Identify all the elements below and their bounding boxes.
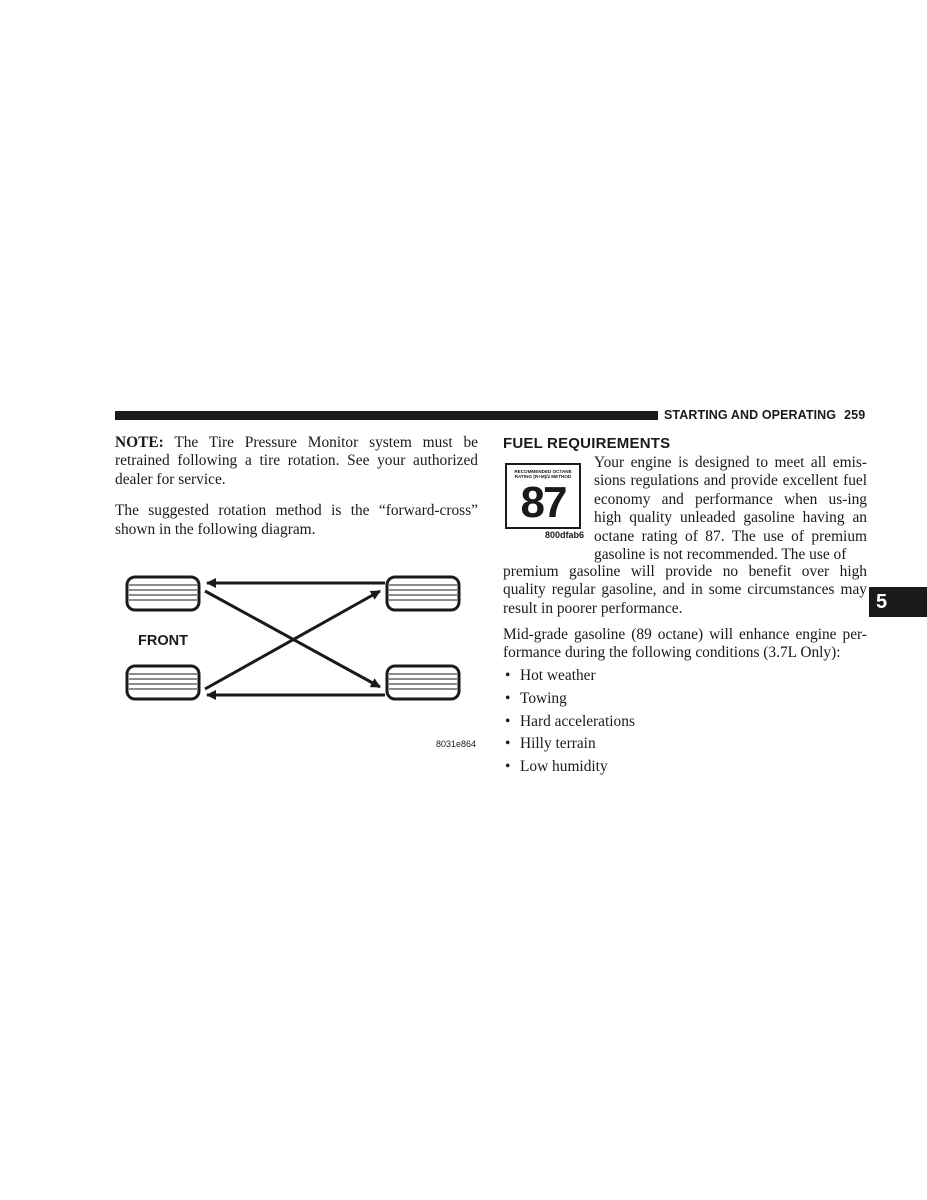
rotation-paragraph: The suggested rotation method is the “forward-cross” shown in the following diagram.: [115, 502, 478, 538]
tire-rear-left: [127, 666, 199, 699]
tire-front-left: [127, 577, 199, 610]
page-number: 259: [844, 408, 866, 422]
list-item: • Hard accelerations: [505, 712, 635, 730]
octane-label-caption: RECOMMENDED OCTANE RATING (R+M)/2 METHOD: [514, 469, 572, 479]
section-title: FUEL REQUIREMENTS: [503, 435, 671, 452]
octane-rating-label: [505, 463, 581, 529]
fuel-paragraph-2-container: [503, 626, 867, 663]
list-item: • Towing: [505, 689, 567, 707]
list-item: • Hilly terrain: [505, 735, 596, 753]
fuel-paragraph-1-rest: premium gasoline will provide no benefit over high quality regular gasoline, and in some circumstances may result in poorer performance.: [503, 563, 867, 617]
tire-front-right: [387, 577, 459, 610]
octane-figure-code: 800dfab6: [545, 530, 585, 540]
tire-rotation-diagram: [115, 565, 480, 755]
bullet-icon: •: [505, 758, 511, 776]
front-label: FRONT: [138, 633, 188, 649]
bullet-icon: •: [505, 667, 511, 684]
running-header: [664, 408, 865, 422]
note-text: The Tire Pressure Monitor system must be retrained following a tire rotation. See your authorized dealer for service.: [115, 434, 478, 488]
octane-value: 87: [520, 478, 566, 527]
note-paragraph: [115, 434, 478, 489]
note-label: NOTE:: [115, 434, 164, 451]
list-item: • Low humidity: [505, 758, 608, 776]
bullet-icon: •: [505, 689, 511, 707]
chapter-tab: 5: [869, 587, 927, 617]
fuel-paragraph-rest: [503, 563, 867, 618]
bullet-icon: •: [505, 735, 511, 753]
list-item: • Hot weather: [505, 667, 596, 684]
left-column: [115, 434, 478, 552]
fuel-paragraph-wrap: [594, 454, 867, 564]
conditions-list: [503, 667, 867, 781]
header-rule: [115, 411, 658, 420]
bullet-icon: •: [505, 712, 511, 730]
fuel-paragraph-1-wrap: Your engine is designed to meet all emis-sions regulations and provide excellent fuel economy and performance when us-ing high quality unleaded gasoline having an octane rating of 87. The use of premium gasoline is not recommended. The use of: [594, 454, 867, 564]
fuel-paragraph-2: Mid-grade gasoline (89 octane) will enhance engine per-formance during the following conditions (3.7L Only):: [503, 626, 867, 662]
tire-rear-right: [387, 666, 459, 699]
diagram-figure-code: 8031e864: [436, 739, 477, 749]
section-name: STARTING AND OPERATING: [664, 408, 837, 422]
